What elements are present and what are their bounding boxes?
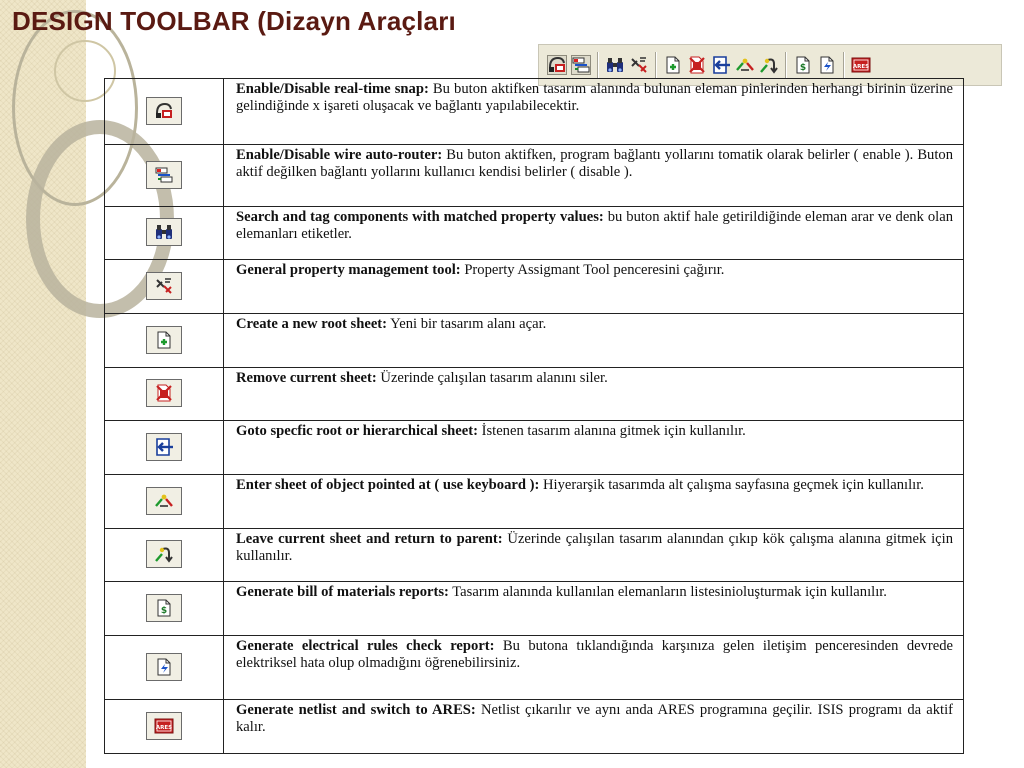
toolbar-bill-of-materials-button[interactable] — [793, 55, 813, 75]
description-cell — [224, 207, 964, 260]
description-cell — [224, 529, 964, 582]
bill-of-materials-icon — [793, 55, 813, 75]
toolbar-description-table — [104, 78, 964, 754]
feature-name: Leave current sheet and return to parent: — [236, 531, 503, 547]
toolbar-separator — [785, 52, 787, 78]
svg-text:ARES: ARES — [852, 64, 870, 70]
feature-name: General property management tool: — [236, 262, 461, 278]
property-tool-icon — [146, 272, 182, 300]
toolbar-remove-sheet-button[interactable] — [687, 55, 707, 75]
feature-description: Üzerinde çalışılan tasarım alanını siler. — [376, 370, 608, 386]
feature-description: İstenen tasarım alanına gitmek için kullanılır. — [477, 423, 746, 439]
snap-icon — [547, 55, 567, 75]
icon-cell — [105, 700, 224, 754]
toolbar-enter-sheet-button[interactable] — [735, 55, 755, 75]
table-row — [105, 79, 964, 145]
description-cell — [224, 79, 964, 145]
toolbar-ares-button[interactable] — [851, 55, 871, 75]
description-cell — [224, 582, 964, 636]
leave-sheet-icon — [146, 540, 182, 568]
feature-description: Property Assigmant Tool penceresini çağırır. — [460, 262, 725, 278]
new-sheet-icon — [663, 55, 683, 75]
snap-icon — [146, 97, 182, 125]
table-row — [105, 582, 964, 636]
table-row — [105, 368, 964, 421]
feature-description: Hiyerarşik tasarımda alt çalışma sayfasına geçmek için kullanılır. — [539, 477, 924, 493]
toolbar-separator — [597, 52, 599, 78]
decorative-side-strip — [0, 0, 86, 768]
table-row — [105, 529, 964, 582]
new-sheet-icon — [146, 326, 182, 354]
feature-name: Search and tag components with matched property values: — [236, 209, 604, 225]
icon-cell — [105, 314, 224, 368]
toolbar-separator — [843, 52, 845, 78]
toolbar-goto-sheet-button[interactable] — [711, 55, 731, 75]
feature-name: Create a new root sheet: — [236, 316, 388, 332]
icon-cell — [105, 582, 224, 636]
toolbar-property-tool-button[interactable] — [629, 55, 649, 75]
svg-text:$: $ — [799, 63, 807, 73]
icon-cell — [105, 79, 224, 145]
feature-name: Enable/Disable real-time snap: — [236, 81, 429, 97]
remove-sheet-icon — [146, 379, 182, 407]
icon-cell — [105, 368, 224, 421]
feature-name: Enter sheet of object pointed at ( use keyboard ): — [236, 477, 540, 493]
wire-router-icon — [146, 161, 182, 189]
icon-cell — [105, 260, 224, 314]
description-cell — [224, 475, 964, 529]
icon-cell — [105, 529, 224, 582]
leave-sheet-icon — [759, 55, 779, 75]
feature-description: Bu butona tıklandığında karşınıza gelen iletişim penceresinden devrede elektriksel hata olup olmadığını öğrenebilirsiniz. — [236, 638, 954, 672]
toolbar-snap-button[interactable] — [547, 55, 567, 75]
icon-cell — [105, 475, 224, 529]
feature-description: Tasarım alanında kullanılan elemanların listesinioluşturmak için kullanılır. — [448, 584, 887, 600]
binoculars-icon — [146, 218, 182, 246]
table-row — [105, 421, 964, 475]
svg-text:ARES: ARES — [155, 724, 173, 731]
ares-icon — [851, 55, 871, 75]
description-cell — [224, 636, 964, 700]
feature-description: Netlist çıkarılır ve aynı anda ARES programına geçilir. ISIS programı da aktif kalır. — [236, 702, 954, 736]
svg-text:$: $ — [160, 605, 168, 616]
feature-description: Yeni bir tasarım alanı açar. — [387, 316, 547, 332]
remove-sheet-icon — [687, 55, 707, 75]
description-cell — [224, 700, 964, 754]
erc-report-icon — [817, 55, 837, 75]
feature-name: Generate netlist and switch to ARES: — [236, 702, 476, 718]
enter-sheet-icon — [146, 487, 182, 515]
feature-name: Goto specfic root or hierarchical sheet: — [236, 423, 478, 439]
binoculars-icon — [605, 55, 625, 75]
table-row — [105, 636, 964, 700]
property-tool-icon — [629, 55, 649, 75]
description-cell — [224, 368, 964, 421]
slide-title: DESIGN TOOLBAR (Dizayn Araçları — [12, 6, 456, 36]
toolbar-binoculars-button[interactable] — [605, 55, 625, 75]
description-cell — [224, 145, 964, 207]
toolbar-wire-router-button[interactable] — [571, 55, 591, 75]
feature-name: Remove current sheet: — [236, 370, 377, 386]
goto-sheet-icon — [146, 433, 182, 461]
erc-report-icon — [146, 653, 182, 681]
toolbar-erc-report-button[interactable] — [817, 55, 837, 75]
feature-description: Bu buton aktifken, program bağlantı yollarını tomatik olarak belirler ( enable ). Buton aktif değilken bağlantı yollarını kullanıcı kendisi belirler ( disable ). — [236, 147, 953, 181]
table-row — [105, 207, 964, 260]
icon-cell — [105, 421, 224, 475]
feature-description: Bu buton aktifken tasarım alanında bulunan eleman pinlerinden herhangi birinin üzerine gelindiğinde x işareti oluşacak ve bağlantı yapılabilecektir. — [236, 81, 953, 115]
feature-name: Enable/Disable wire auto-router: — [236, 147, 443, 163]
icon-cell — [105, 145, 224, 207]
ares-icon — [146, 712, 182, 740]
table-row — [105, 700, 964, 754]
icon-cell — [105, 636, 224, 700]
feature-description: Üzerinde çalışılan tasarım alanından çıkıp kök çalışma alanına gitmek için kullanılır. — [236, 531, 953, 565]
toolbar-new-sheet-button[interactable] — [663, 55, 683, 75]
description-cell — [224, 421, 964, 475]
wire-router-icon — [571, 55, 591, 75]
table-row — [105, 475, 964, 529]
feature-description: bu buton aktif hale getirildiğinde eleman arar ve denk olan elemanları etiketler. — [236, 209, 953, 243]
feature-name: Generate bill of materials reports: — [236, 584, 449, 600]
bill-of-materials-icon — [146, 594, 182, 622]
icon-cell — [105, 207, 224, 260]
goto-sheet-icon — [711, 55, 731, 75]
table-row — [105, 260, 964, 314]
description-cell — [224, 314, 964, 368]
toolbar-separator — [655, 52, 657, 78]
table-row — [105, 314, 964, 368]
feature-name: Generate electrical rules check report: — [236, 638, 495, 654]
enter-sheet-icon — [735, 55, 755, 75]
toolbar-leave-sheet-button[interactable] — [759, 55, 779, 75]
description-cell — [224, 260, 964, 314]
table-row — [105, 145, 964, 207]
